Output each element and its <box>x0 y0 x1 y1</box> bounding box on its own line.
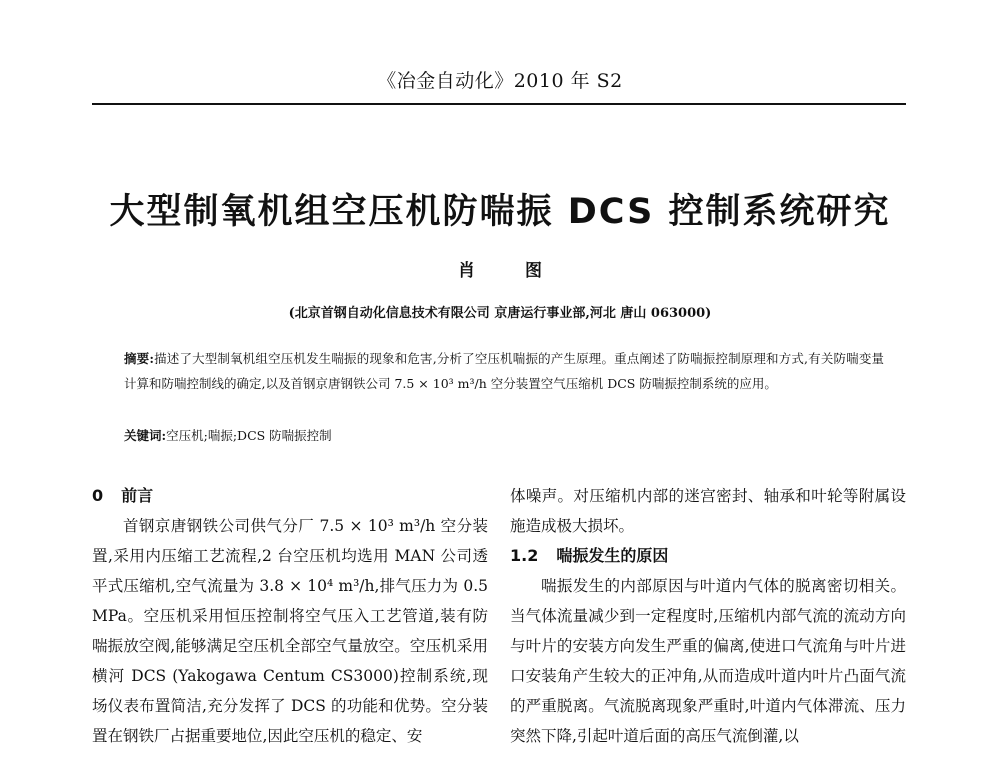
keywords-label: 关键词: <box>124 428 167 443</box>
section-number: 0 <box>92 486 104 505</box>
abstract <box>124 346 884 396</box>
header-divider <box>92 103 906 105</box>
continued-paragraph: 体噪声。对压缩机内部的迷宫密封、轴承和叶轮等附属设施造成极大损坏。 <box>510 487 906 535</box>
section-heading-0 <box>92 481 488 511</box>
left-column <box>92 481 488 751</box>
right-column <box>510 481 906 751</box>
keywords <box>124 423 884 448</box>
abstract-label: 摘要: <box>124 351 154 366</box>
abstract-text: 描述了大型制氧机组空压机发生喘振的现象和危害,分析了空压机喘振的产生原理。重点阐述了防喘振控制原理和方式,有关防喘变量计算和防喘控制线的确定,以及首钢京唐钢铁公司 7.5 × 10³ m³/h 空分装置空气压缩机 DCS 防喘振控制系统的应用。 <box>124 351 884 391</box>
affiliation: (北京首钢自动化信息技术有限公司 京唐运行事业部,河北 唐山 063000) <box>288 306 712 321</box>
author: 肖 图 <box>458 261 564 281</box>
keywords-text: 空压机;喘振;DCS 防喘振控制 <box>166 428 332 443</box>
journal-header: 《冶金自动化》2010 年 S2 <box>377 70 623 92</box>
section-0-body: 首钢京唐钢铁公司供气分厂 7.5 × 10³ m³/h 空分装置,采用内压缩工艺流程,2 台空压机均选用 MAN 公司透平式压缩机,空气流量为 3.8 × 10⁴ m³/h,排气压力为 0.5 MPa。空压机采用恒压控制将空气压入工艺管道,装有防喘振放空阀,能够满足空压机全部空气量放空。空压机采用横河 DCS (Yakogawa Centum CS3000)控制系统,现场仪表布置简洁,充分发挥了 DCS 的功能和优势。空分装置在钢铁厂占据重要地位,因此空压机的稳定、安 <box>92 517 488 745</box>
section-heading-1-2 <box>510 541 906 571</box>
section-title: 喘振发生的原因 <box>556 546 669 565</box>
section-1-2-body: 喘振发生的内部原因与叶道内气体的脱离密切相关。当气体流量减少到一定程度时,压缩机内部气流的流动方向与叶片的安装方向发生严重的偏离,使进口气流角与叶片进口安装角产生较大的正冲角,从而造成叶道内叶片凸面气流的严重脱离。气流脱离现象严重时,叶道内气体滞流、压力突然下降,引起叶道后面的高压气流倒灌,以 <box>510 577 906 745</box>
section-number: 1.2 <box>510 546 539 565</box>
section-title: 前言 <box>121 486 154 505</box>
paper-title: 大型制氧机组空压机防喘振 DCS 控制系统研究 <box>109 192 891 232</box>
